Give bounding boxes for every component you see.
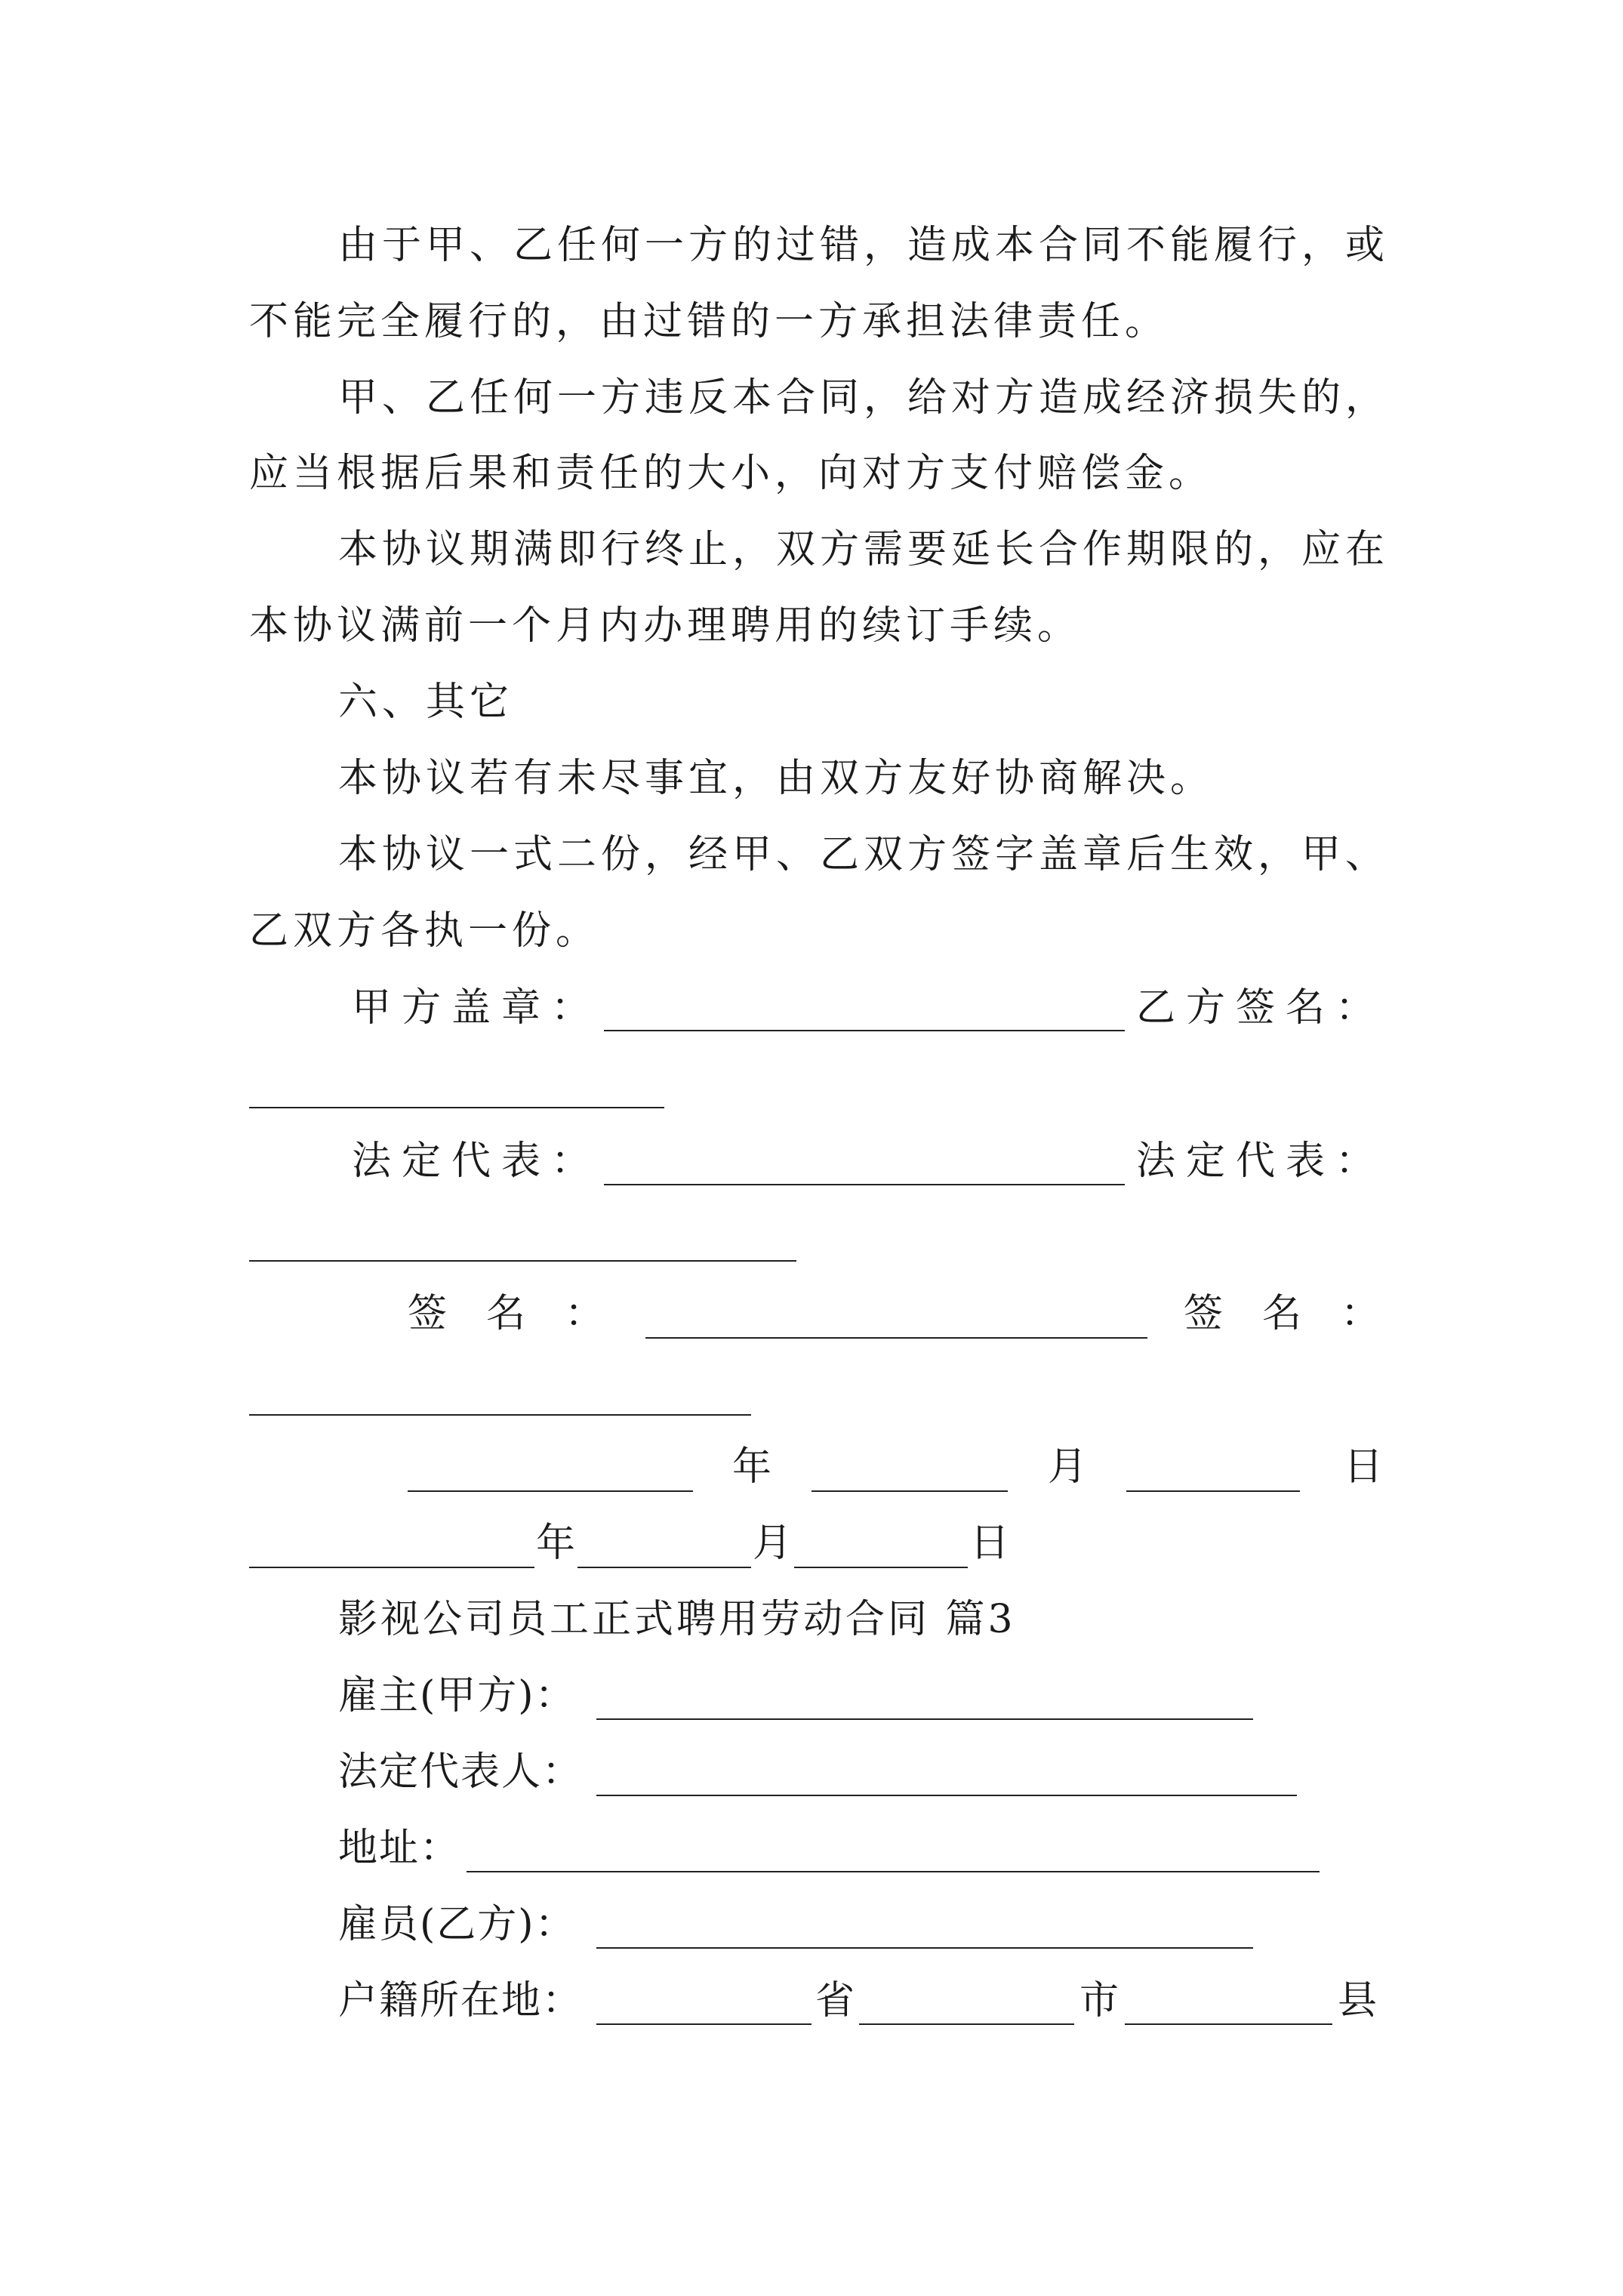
household-province-line <box>596 2023 812 2025</box>
date-year-label: 年 <box>732 1444 777 1490</box>
household-city-line <box>859 2023 1074 2025</box>
date-month-line <box>812 1490 1008 1492</box>
party-b-sign-line <box>249 1107 664 1108</box>
employer-line <box>596 1718 1253 1720</box>
date2-year-label: 年 <box>536 1521 581 1566</box>
date2-day-label: 日 <box>970 1521 1015 1566</box>
household-label: 户籍所在地： <box>338 1978 584 2023</box>
date2-day-line <box>794 1567 968 1568</box>
employee-label: 雇员(乙方)： <box>338 1902 576 1947</box>
legal-rep-a-label: 法定代表： <box>352 1139 602 1184</box>
date-year-line <box>408 1490 693 1492</box>
paragraph-line: 甲、乙任何一方违反本合同，给对方造成经济损失的， <box>338 375 1390 421</box>
address-label: 地址： <box>338 1826 461 1871</box>
paragraph-line: 乙双方各执一份。 <box>249 908 600 954</box>
paragraph-line: 本协议一式二份，经甲、乙双方签字盖章后生效，甲、 <box>338 832 1390 877</box>
date-day-label: 日 <box>1344 1444 1388 1490</box>
contract-heading: 影视公司员工正式聘用劳动合同 篇3 <box>338 1597 1016 1642</box>
employee-line <box>596 1947 1253 1949</box>
paragraph-line: 本协议满前一个月内办理聘用的续订手续。 <box>249 603 1082 649</box>
legal-rep-b-line <box>249 1260 796 1262</box>
party-a-seal-label: 甲方盖章： <box>352 985 602 1031</box>
paragraph-line: 本协议若有未尽事宜，由双方友好协商解决。 <box>338 756 1215 801</box>
paragraph-line: 应当根据后果和责任的大小，向对方支付赔偿金。 <box>249 451 1213 496</box>
date2-year-line <box>249 1567 534 1568</box>
legal-rep-b-label: 法定代表： <box>1136 1139 1386 1184</box>
sign-a-line <box>645 1337 1147 1339</box>
party-b-sign-label: 乙方签名： <box>1136 985 1386 1031</box>
legal-rep-a-line <box>604 1184 1125 1185</box>
legal-rep-label: 法定代表人： <box>338 1749 584 1795</box>
address-line <box>467 1871 1320 1872</box>
household-county-line <box>1125 2023 1332 2025</box>
date2-month-label: 月 <box>753 1521 797 1566</box>
sign-a-label: 签名： <box>408 1291 644 1336</box>
legal-rep-line <box>596 1795 1297 1796</box>
paragraph-line: 由于甲、乙任何一方的过错，造成本合同不能履行，或 <box>338 223 1390 268</box>
section-heading: 六、其它 <box>338 680 514 725</box>
date-month-label: 月 <box>1048 1444 1092 1490</box>
sign-b-label: 签名： <box>1184 1291 1420 1336</box>
county-label: 县 <box>1338 1978 1382 2023</box>
province-label: 省 <box>815 1978 860 2023</box>
date2-month-line <box>577 1567 751 1568</box>
sign-b-line <box>249 1414 751 1416</box>
city-label: 市 <box>1079 1978 1124 2023</box>
employer-label: 雇主(甲方)： <box>338 1673 576 1718</box>
paragraph-line: 不能完全履行的，由过错的一方承担法律责任。 <box>249 299 1169 344</box>
paragraph-line: 本协议期满即行终止，双方需要延长合作期限的，应在 <box>338 527 1390 572</box>
date-day-line <box>1126 1490 1300 1492</box>
party-a-seal-line <box>604 1030 1125 1031</box>
